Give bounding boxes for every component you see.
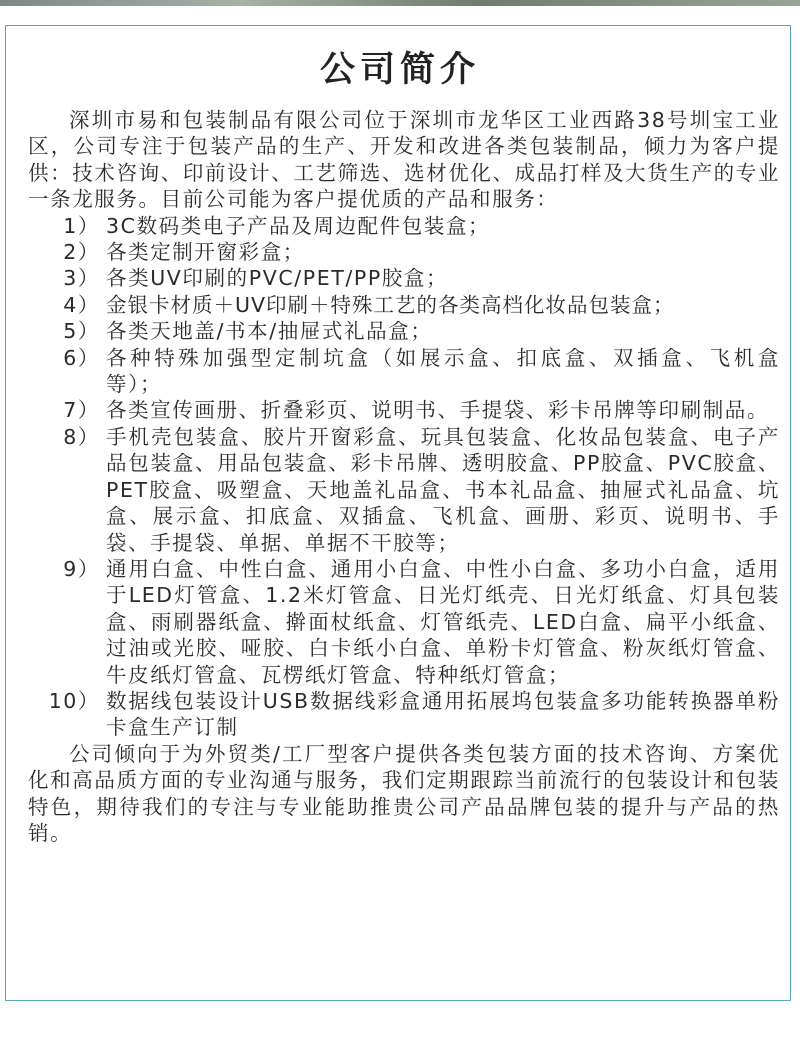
list-item [28,239,780,265]
header-photo-strip [0,0,800,6]
list-item [28,345,780,398]
list-item [28,424,780,556]
list-item-text: 各类宣传画册、折叠彩页、说明书、手提袋、彩卡吊牌等印刷制品。 [106,398,769,423]
list-item-number: 6） [63,345,100,370]
list-item [28,688,780,741]
list-item-number: 7） [63,398,100,423]
page-title: 公司简介 [319,50,480,90]
list-item [28,213,780,239]
intro-paragraph: 深圳市易和包装制品有限公司位于深圳市龙华区工业西路38号圳宝工业区，公司专注于包装产品的生产、开发和改进各类包装制品，倾力为客户提供：技术咨询、印前设计、工艺筛选、选材优化、成品打样及大货生产的专业一条龙服务。目前公司能为客户提优质的产品和服务： [28,108,780,212]
list-item-text: 通用白盒、中性白盒、通用小白盒、中性小白盒、多功小白盒，适用于LED灯管盒、1.2米灯管盒、日光灯纸壳、日光灯纸盒、灯具包装盒、雨刷器纸盒、擀面杖纸盒、灯管纸壳、LED白盒、扁平小纸盒、过油或光胶、哑胶、白卡纸小白盒、单粉卡灯管盒、粉灰纸灯管盒、牛皮纸灯管盒、瓦楞纸灯管盒、特种纸灯管盒； [106,556,780,687]
list-item-text: 各类定制开窗彩盒； [106,240,305,265]
list-item-text: 各种特殊加强型定制坑盒（如展示盒、扣底盒、双插盒、飞机盒等）； [106,345,780,397]
list-item-number: 10） [48,688,100,713]
list-item [28,397,780,423]
list-item-number: 2） [63,240,100,265]
list-item [28,318,780,344]
list-item-text: 手机壳包装盒、胶片开窗彩盒、玩具包装盒、化妆品包装盒、电子产品包装盒、用品包装盒、彩卡吊牌、透明胶盒、PP胶盒、PVC胶盒、PET胶盒、吸塑盒、天地盖礼品盒、书本礼品盒、抽屉式礼品盒、坑盒、展示盒、扣底盒、双插盒、飞机盒、画册、彩页、说明书、手袋、手提袋、单据、单据不干胶等； [106,424,780,555]
list-item [28,265,780,291]
list-item-text: 各类天地盖/书本/抽屉式礼品盒； [106,319,433,344]
list-item-number: 3） [63,266,100,291]
closing-paragraph: 公司倾向于为外贸类/工厂型客户提供各类包装方面的技术咨询、方案优化和高品质方面的专业沟通与服务，我们定期跟踪当前流行的包装设计和包装特色，期待我们的专注与专业能助推贵公司产品品牌包装的提升与产品的热销。 [28,741,780,845]
list-item-number: 4） [63,292,100,317]
list-item-text: 金银卡材质＋UV印刷＋特殊工艺的各类高档化妆品包装盒； [106,292,675,317]
list-item-text: 3C数码类电子产品及周边配件包装盒； [106,213,491,238]
company-profile-body [28,107,780,846]
list-item-number: 9） [63,556,100,581]
list-item-number: 8） [63,424,100,449]
list-item-text: 数据线包装设计USB数据线彩盒通用拓展坞包装盒多功能转换器单粉卡盒生产订制 [106,688,780,740]
list-item [28,556,780,688]
list-item-text: 各类UV印刷的PVC/PET/PP胶盒； [106,266,449,291]
list-item-number: 1） [63,213,100,238]
list-item [28,292,780,318]
service-list [28,213,780,741]
list-item-number: 5） [63,319,100,344]
